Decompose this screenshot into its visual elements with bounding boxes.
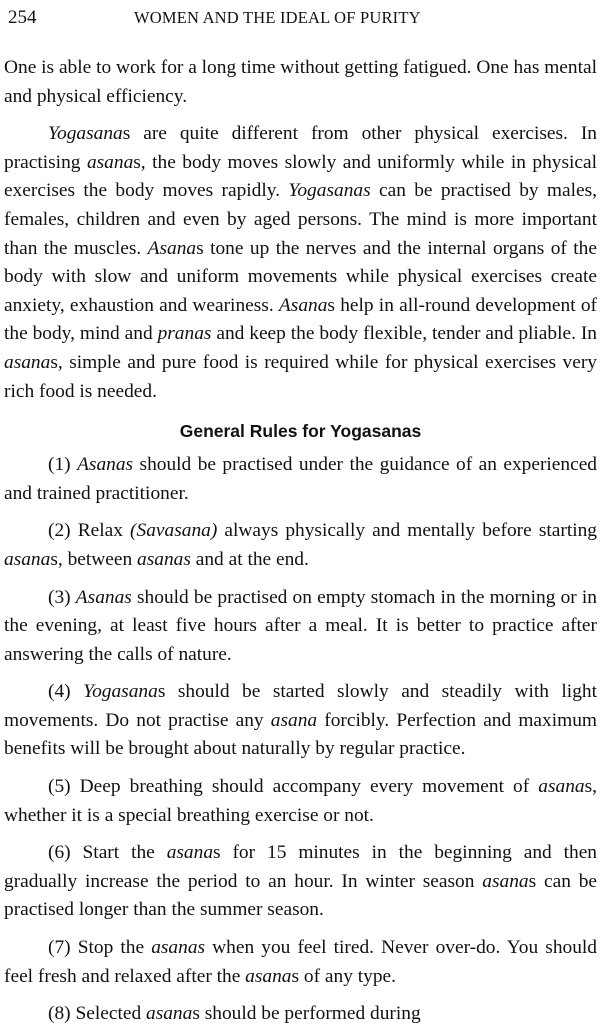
text-run: should be practised on empty stomach in the morning or in the evening, at least five hours after a meal. It is better to practice after answering the calls of nature. bbox=[4, 586, 597, 665]
italic-term: Yogasanas bbox=[288, 180, 371, 202]
text-run: s should be started slowly and steadily with light movements. Do not practise any bbox=[4, 681, 597, 731]
italic-term: (Savasana) bbox=[130, 520, 218, 542]
page-number: 254 bbox=[8, 7, 37, 28]
rules-list bbox=[4, 451, 597, 1029]
rule-4 bbox=[4, 678, 597, 764]
text-run: s, simple and pure food is required while for physical exercises very rich food is needed. bbox=[4, 351, 597, 402]
rule-1 bbox=[4, 451, 597, 508]
text-run: always physically and mentally before starting bbox=[217, 520, 597, 542]
text-run: (1) bbox=[48, 454, 78, 476]
rule-2 bbox=[4, 517, 597, 574]
text-run: (5) Deep breathing should accompany every movement of bbox=[48, 776, 539, 798]
italic-term: asana bbox=[166, 842, 214, 864]
text-run: s, the body moves slowly and uniformly while in physical exercises the body moves rapidly. bbox=[4, 151, 598, 202]
text-run: when you feel tired. Never over-do. You should feel fresh and relaxed after the bbox=[4, 937, 598, 987]
intro-paragraph bbox=[4, 54, 597, 111]
text-run: and keep the body flexible, tender and pliable. In bbox=[211, 323, 597, 345]
italic-term: Yogasana bbox=[48, 123, 123, 145]
running-title: WOMEN AND THE IDEAL OF PURITY bbox=[134, 8, 421, 27]
text-run: s, whether it is a special breathing exercise or not. bbox=[4, 776, 597, 826]
text-run: s of any type. bbox=[291, 965, 396, 987]
text-run: One is able to work for a long time without getting fatigued. One has mental and physical efficiency. bbox=[4, 57, 597, 107]
italic-term: asana bbox=[245, 965, 292, 987]
italic-term: asana bbox=[538, 776, 585, 798]
italic-term: Asana bbox=[147, 237, 197, 259]
italic-term: asanas bbox=[137, 548, 191, 570]
rule-7 bbox=[4, 934, 597, 991]
text-run: should be practised under the guidance of an experienced and trained practitioner. bbox=[4, 454, 597, 504]
rule-8 bbox=[4, 1000, 597, 1029]
text-run: (4) bbox=[48, 681, 84, 703]
text-run: s tone up the nerves and the internal organs of the body with slow and uniform movements while physical exercises create anxiety, exhaustion and weariness. bbox=[4, 237, 597, 316]
text-run: (3) bbox=[48, 586, 76, 608]
page-header bbox=[4, 0, 597, 34]
text-run: can be practised by males, females, children and even by aged persons. The mind is more important than the muscles. bbox=[4, 180, 597, 259]
text-run: and at the end. bbox=[190, 548, 309, 570]
text-run: s can be practised longer than the summer season. bbox=[4, 870, 598, 921]
rule-6 bbox=[4, 839, 597, 925]
italic-term: pranas bbox=[157, 323, 212, 345]
rule-5 bbox=[4, 773, 597, 830]
text-run: (6) Start the bbox=[48, 842, 167, 864]
italic-term: asana bbox=[146, 1003, 193, 1025]
italic-term: asanas bbox=[151, 937, 206, 959]
italic-term: asana bbox=[86, 151, 134, 173]
text-run: forcibly. Perfection and maximum benefits will be brought about naturally by regular practice. bbox=[4, 709, 597, 760]
text-run: s, between bbox=[50, 548, 138, 570]
text-run: s for 15 minutes in the beginning and then gradually increase the period to an hour. In winter season bbox=[4, 842, 598, 892]
italic-term: asana bbox=[4, 548, 51, 570]
rule-3 bbox=[4, 584, 597, 670]
italic-term: asana bbox=[482, 870, 529, 892]
italic-term: Asanas bbox=[75, 586, 132, 608]
italic-term: Asana bbox=[278, 294, 328, 316]
section-heading: General Rules for Yogasanas bbox=[179, 421, 422, 442]
text-run: (2) Relax bbox=[48, 520, 131, 542]
italic-term: Asanas bbox=[77, 454, 134, 476]
italic-term: asana bbox=[4, 351, 51, 373]
text-run: s are quite different from other physical exercises. In practising bbox=[4, 123, 597, 173]
comparison-paragraph bbox=[4, 120, 597, 406]
text-run: s help in all-round development of the body, mind and bbox=[4, 294, 597, 345]
text-run: (7) Stop the bbox=[48, 937, 152, 959]
italic-term: Yogasana bbox=[83, 681, 158, 703]
italic-term: asana bbox=[270, 709, 318, 731]
text-run: s should be performed during bbox=[192, 1003, 421, 1025]
text-run: (8) Selected bbox=[48, 1003, 146, 1025]
